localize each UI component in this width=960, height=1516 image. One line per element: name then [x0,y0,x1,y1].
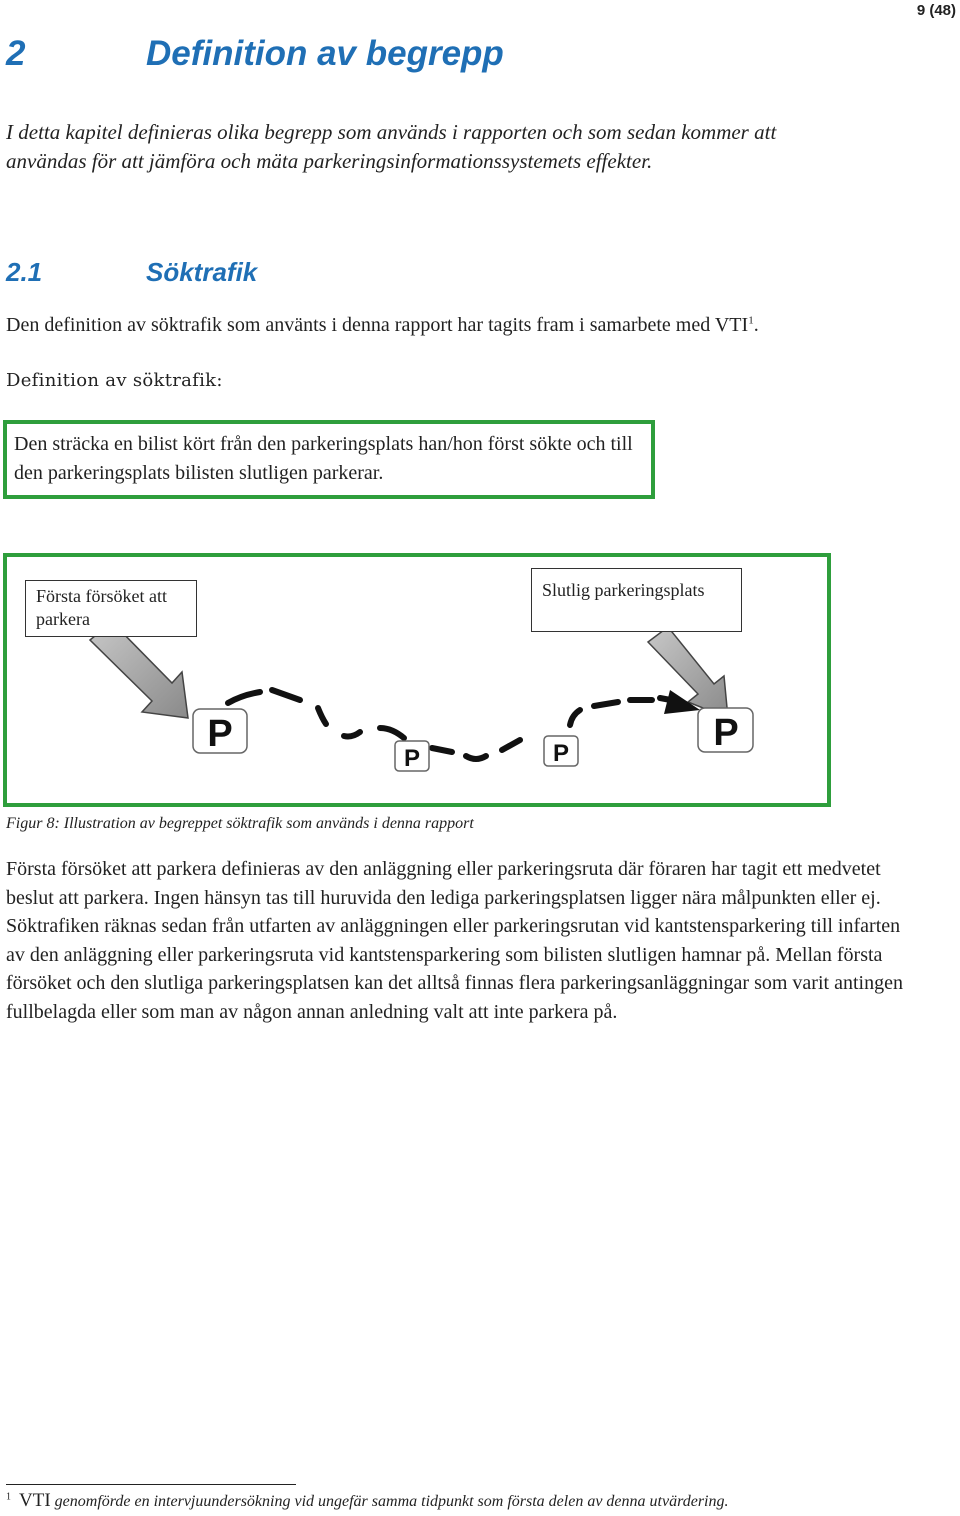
callout-first-attempt: Första försöket att parkera [25,580,197,637]
footnote-marker: 1 [6,1491,11,1503]
footnote-abbr: VTI [19,1490,51,1511]
callout-final-parking: Slutlig parkeringsplats [531,568,742,632]
parking-sign-3 [544,736,578,767]
page-number: 9 (48) [916,2,956,19]
section-intro-end: . [753,314,759,336]
chapter-number: 2 [6,34,26,73]
figure-caption: Figur 8: Illustration av begreppet söktrafik som används i denna rapport [6,815,474,832]
parking-sign-label: P [552,740,570,767]
footnote-divider [6,1484,296,1485]
chapter-title: Definition av begrepp [146,34,504,73]
footnote [6,1490,728,1512]
parking-sign-label: P [403,745,421,772]
body-paragraph: Första försöket att parkera definieras av den anläggning eller parkeringsruta där föraren har tagit ett medvetet beslut att parkera. Ingen hänsyn tas till huruvida den lediga parkeringsplatsen ligger nära målpunkten eller ej. Söktrafiken räknas sedan från utfarten av anläggningen eller parkeringsrutan vid kantstensparkering till infarten av den anläggning eller parkeringsruta vid kantstensparkering som bilisten slutligen hamnar på. Mellan första försöket och den slutliga parkeringsplatsen kan det alltså finnas flera parkeringsanläggningar som varit antingen fullbelagda eller som man av någon annan anledning valt att inte parkera på. [6,858,903,1023]
footnote-ref: 1 [748,314,754,327]
parking-sign-4 [698,708,753,754]
parking-sign-label: P [713,712,739,754]
definition-text: Den sträcka en bilist kört från den parkeringsplats han/hon först sökte och till den parkeringsplats bilisten slutligen parkerar. [14,433,633,484]
parking-sign-label: P [207,713,233,755]
section-number: 2.1 [6,257,43,287]
section-intro-text: Den definition av söktrafik som använts i denna rapport har tagits fram i samarbete med VTI [6,314,749,336]
parking-sign-1 [193,709,247,755]
definition-label: Definition av söktrafik: [6,370,223,391]
chapter-intro: I detta kapitel definieras olika begrepp som används i rapporten och som sedan kommer att användas för att jämföra och mäta parkeringsinformationssystemets effekter. [6,120,777,173]
section-title: Söktrafik [146,257,258,287]
search-route-path [228,690,676,759]
footnote-text: genomförde en intervjuundersökning vid ungefär samma tidpunkt som första delen av denna utvärdering. [54,1493,729,1510]
parking-sign-2 [395,741,429,772]
